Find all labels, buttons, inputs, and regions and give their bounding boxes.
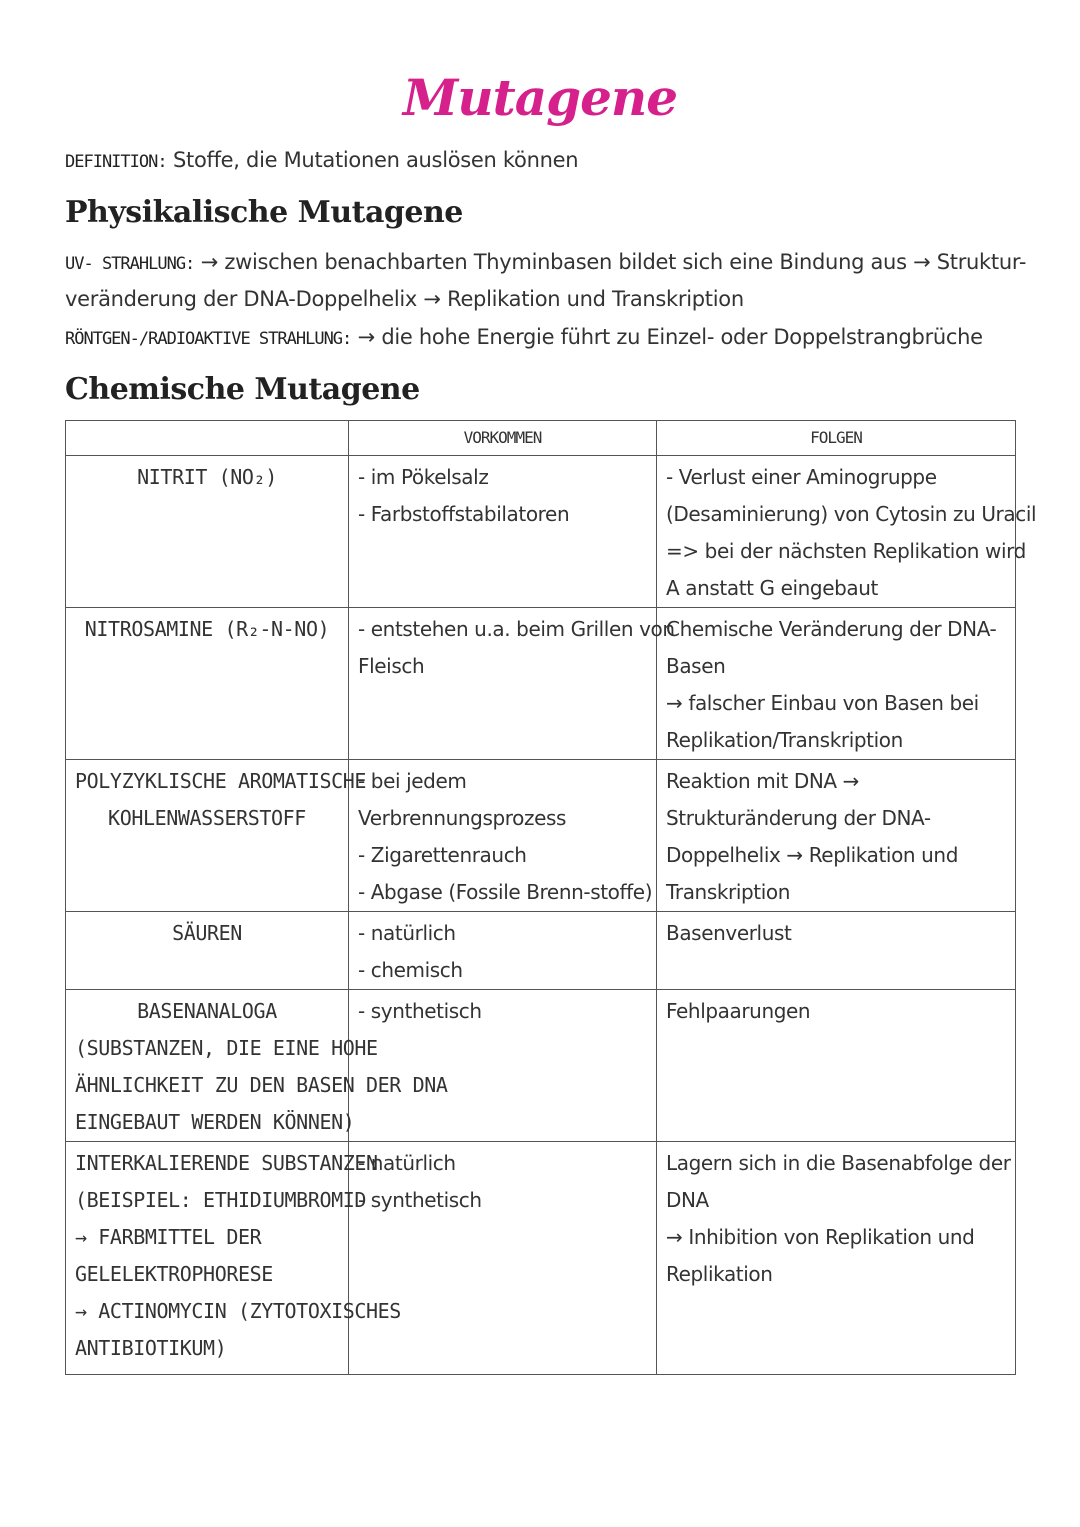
table-row [66,608,1016,760]
folgen-cell [657,456,1037,608]
folgen-line: Chemische Veränderung der DNA- [666,617,997,641]
uv-label: UV- STRAHLUNG: [65,254,195,274]
folgen-line: Lagern sich in die Basenabfolge der [666,1151,1011,1175]
mutagen-name [66,1142,401,1375]
vorkommen-line: - bei jedem [358,769,467,793]
table-row [66,1142,1016,1375]
xray-line [65,325,983,349]
folgen-line: A anstatt G eingebaut [666,576,878,600]
xray-text: → die hohe Energie führt zu Einzel- oder Doppelstrangbrüche [357,325,983,349]
vorkommen-cell [349,990,657,1142]
name-line: ÄHNLICHKEIT ZU DEN BASEN DER DNA [75,1073,448,1097]
table-row [66,912,1016,990]
name-line: GELELEKTROPHORESE [75,1262,273,1286]
name-line: (BEISPIEL: ETHIDIUMBROMID [75,1188,367,1212]
vorkommen-line: - Farbstoffstabilatoren [358,502,570,526]
folgen-cell [657,912,1016,990]
folgen-line: Strukturänderung der DNA- [666,806,931,830]
vorkommen-line: Verbrennungsprozess [358,806,567,830]
vorkommen-line: Fleisch [358,654,425,678]
table-header-row [66,421,1016,456]
name-line: → FARBMITTEL DER [75,1225,262,1249]
folgen-line: DNA [666,1188,709,1212]
mutagen-name [66,608,349,760]
column-header-folgen: FOLGEN [657,421,1016,456]
mutagen-name [66,912,349,990]
name-line: → ACTINOMYCIN (ZYTOTOXISCHES [75,1299,401,1323]
folgen-line: Replikation/Transkription [666,728,903,752]
vorkommen-line: - Zigarettenrauch [358,843,527,867]
vorkommen-line: - synthetisch [358,1188,482,1212]
definition-label: DEFINITION: [65,152,167,172]
folgen-cell [657,608,1016,760]
page-title: Mutagene [402,68,678,127]
folgen-line: => bei der nächsten Replikation wird [666,539,1026,563]
vorkommen-line: - natürlich [358,921,456,945]
folgen-line: → Inhibition von Replikation und [666,1225,975,1249]
column-header-name [66,421,349,456]
table-row [66,760,1016,912]
vorkommen-line: - natürlich [358,1151,456,1175]
table-row [66,990,1016,1142]
uv-text-1: → zwischen benachbarten Thyminbasen bildet sich eine Bindung aus → Struktur- [200,250,1027,274]
name-line: SÄUREN [172,921,242,945]
folgen-cell [657,1142,1016,1375]
vorkommen-cell [349,1142,657,1375]
folgen-line: Fehlpaarungen [666,999,811,1023]
definition-line [65,148,578,172]
definition-text: Stoffe, die Mutationen auslösen können [172,148,579,172]
name-line: INTERKALIERENDE SUBSTANZEN [75,1151,378,1175]
vorkommen-line: - entstehen u.a. beim Grillen von [358,617,675,641]
folgen-cell [657,760,1016,912]
folgen-line: Basen [666,654,726,678]
folgen-cell [657,990,1016,1142]
uv-line-1 [65,250,1026,274]
vorkommen-cell [349,912,657,990]
chemical-heading: Chemische Mutagene [65,372,420,407]
column-header-vorkommen: VORKOMMEN [349,421,657,456]
mutagen-name [66,456,349,608]
vorkommen-line: - synthetisch [358,999,482,1023]
folgen-line: Transkription [666,880,791,904]
vorkommen-line: - Abgase (Fossile Brenn-stoffe) [358,880,653,904]
vorkommen-cell [349,608,675,760]
name-line: KOHLENWASSERSTOFF [108,806,306,830]
folgen-line: Replikation [666,1262,773,1286]
xray-label: RÖNTGEN-/RADIOAKTIVE STRAHLUNG: [65,329,352,349]
folgen-line: Doppelhelix → Replikation und [666,843,959,867]
name-line: (SUBSTANZEN, DIE EINE HOHE [75,1036,378,1060]
vorkommen-line: - im Pökelsalz [358,465,489,489]
name-line: POLYZYKLISCHE AROMATISCHE [75,769,367,793]
name-line: NITRIT (NO₂) [137,465,277,489]
name-line: BASENANALOGA [137,999,277,1023]
folgen-line: → falscher Einbau von Basen bei [666,691,979,715]
name-line: EINGEBAUT WERDEN KÖNNEN) [75,1110,355,1134]
physical-heading: Physikalische Mutagene [65,195,463,230]
folgen-line: Reaktion mit DNA → [666,769,860,793]
uv-line-2: veränderung der DNA-Doppelhelix → Replikation und Transkription [65,287,744,311]
name-line: NITROSAMINE (R₂-N-NO) [84,617,330,641]
folgen-line: Basenverlust [666,921,792,945]
vorkommen-cell [349,456,657,608]
folgen-line: (Desaminierung) von Cytosin zu Uracil [666,502,1037,526]
folgen-line: - Verlust einer Aminogruppe [666,465,937,489]
name-line: ANTIBIOTIKUM) [75,1336,227,1360]
mutagen-table [65,420,1037,1375]
vorkommen-line: - chemisch [358,958,463,982]
mutagen-name [66,760,367,912]
table-row [66,456,1016,608]
vorkommen-cell [349,760,657,912]
